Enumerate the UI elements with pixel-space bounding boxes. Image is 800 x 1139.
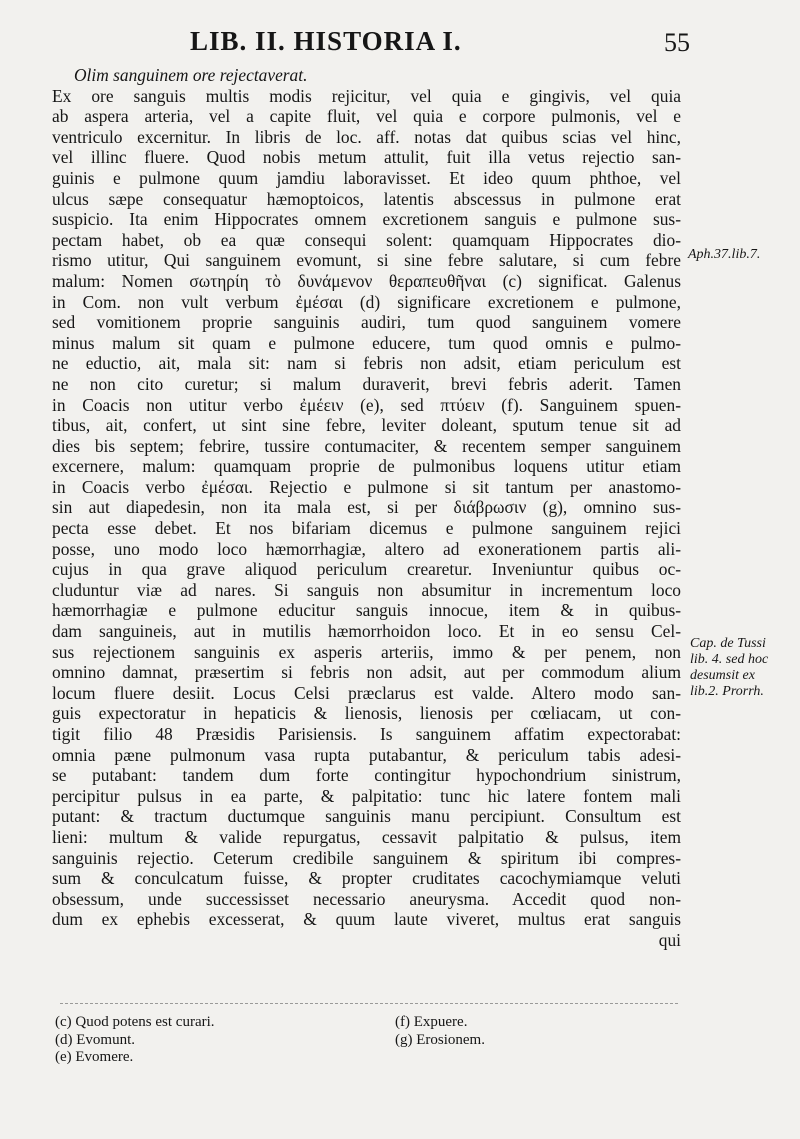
body-line: ne non cito curetur; si malum duraverit, brevi febris aderit. Tamen <box>52 373 681 394</box>
body-line: cluduntur viæ ad nares. Si sanguis non absumitur in incrementum loco <box>52 579 681 600</box>
body-line: suspicio. Ita enim Hippocrates omnem excretionem sanguis e pulmone sus- <box>52 209 681 230</box>
body-line: omnia pæne pulmonum vasa rupta putabantur, & periculum tabis adesi- <box>52 744 681 765</box>
body-line: qui <box>658 929 681 950</box>
body-line: posse, uno modo loco hæmorrhagiæ, altero ad exonerationem partis ali- <box>52 538 681 559</box>
footnotes-left-column <box>55 1014 215 1067</box>
running-title: LIB. II. HISTORIA I. <box>190 26 462 56</box>
body-line: tigit filio 48 Præsidis Parisiensis. Is sanguinem affatim expectorabat: <box>52 724 681 744</box>
page-header <box>40 26 690 66</box>
body-line: dam sanguineis, aut in mutilis hæmorrhoidon loco. Et in eo sensu Cel- <box>52 621 681 642</box>
margin-note-line: lib. 4. sed hoc <box>690 652 769 667</box>
body-line: ulcus sæpe consequatur hæmoptoicos, latentis abscessus in pulmone erat <box>52 188 681 209</box>
body-line: se putabant: tandem dum forte contingitur hypochondrium sinistrum, <box>52 765 681 786</box>
body-line: guinis e pulmone quum jamdiu laboravisset. Et ideo quum phthoe, vel <box>52 167 681 188</box>
margin-note-cap-de-tussi <box>690 636 768 700</box>
body-line: tibus, ait, confert, ut sint sine febre, leviter doleant, sputum tenue sit ad <box>52 415 681 436</box>
body-line: minus malum sit quam e pulmone educere, tum quod omnis e pulmo- <box>52 332 681 353</box>
body-text <box>52 65 681 951</box>
body-line: in Coacis non utitur verbo ἐμέειν (e), sed πτύειν (f). Sanguinem spuen- <box>52 394 681 415</box>
body-line: Ex ore sanguis multis modis rejicitur, vel quia e gingivis, vel quia <box>52 85 681 106</box>
body-line: sin aut diapedesin, non ita mala est, si per διάβρωσιν (g), omnino sus- <box>52 497 681 518</box>
margin-note-aphorism: Aph.37.lib.7. <box>688 247 761 262</box>
body-line: ne eductio, ait, mala sit: nam si febris non adsit, etiam periculum est <box>52 353 681 374</box>
body-line: sus rejectionem sanguinis ex asperis arteriis, immo & per penem, non <box>52 641 681 662</box>
body-line: sum & conculcatum fuisse, & propter cruditates cacochymiamque veluti <box>52 868 681 889</box>
footnote-divider <box>60 1003 678 1004</box>
body-line: vel illinc fluere. Quod nobis metum attulit, fuit illa vetus rejectio san- <box>52 147 681 168</box>
page-number: 55 <box>664 28 690 57</box>
body-line: ventriculo excernitur. In libris de loc. aff. notas dat quibus scias vel hinc, <box>52 126 681 147</box>
footnote-g: (g) Erosionem. <box>395 1031 485 1048</box>
body-line: malum: Nomen σωτηρίη τὸ δυνάμενον θεραπευθῆναι (c) significat. Galenus <box>52 270 681 291</box>
footnote-d: (d) Evomunt. <box>55 1031 135 1048</box>
margin-note-line: lib.2. Prorrh. <box>690 684 764 699</box>
body-line: guis expectoratur in hepaticis & lienosis, lienosis per cœliacam, ut con- <box>52 703 681 724</box>
body-line: pectam habet, ob ea quæ consequi solent: quamquam Hippocrates dio- <box>52 229 681 250</box>
body-line: rismo utitur, Qui sanguinem evomunt, si sine febre salutare, si cum febre <box>52 250 681 271</box>
body-line: pecta esse debet. Et nos bifariam dicemus e pulmone sanguinem rejici <box>52 518 681 539</box>
footnote-c: (c) Quod potens est curari. <box>55 1014 215 1030</box>
body-line: hæmorrhagiæ e pulmone educitur sanguis innocue, item & in quibus- <box>52 600 681 621</box>
body-line: locum fluere desiit. Locus Celsi præclarus est valde. Altero modo san- <box>52 682 681 703</box>
body-line: cujus in qua grave aliquod periculum crearetur. Inveniuntur quibus oc- <box>52 559 681 580</box>
body-line: putant: & tractum ductumque sanguinis manu percipiunt. Consultum est <box>52 806 681 827</box>
body-line: percipitur pulsus in ea parte, & palpitatio: tunc hic latere fontem mali <box>52 785 681 806</box>
body-line: excernere, malum: quamquam proprie de pulmonibus loquens utitur etiam <box>52 456 681 477</box>
body-line: lieni: multum & valide repurgatus, cessavit palpitatio & pulsus, item <box>52 826 681 847</box>
footnote-e: (e) Evomere. <box>55 1049 134 1065</box>
body-line: ab aspera arteria, vel a capite fluit, vel quia e corpore pulmonis, vel e <box>52 106 681 127</box>
body-line: in Coacis verbo ἐμέσαι. Rejectio e pulmone si sit tantum per anastomo- <box>52 476 681 497</box>
margin-note-line: Cap. de Tussi <box>690 636 766 651</box>
section-heading-line: Olim sanguinem ore rejectaverat. <box>74 65 308 85</box>
body-line: dies bis septem; febrire, tussire contumaciter, & recentem semper sanguinem <box>52 435 681 456</box>
margin-note-line: desumsit ex <box>690 668 755 683</box>
body-line: sed vomitionem proprie sanguinis audiri, tum quod sanguinem vomere <box>52 312 681 333</box>
body-line: in Com. non vult verbum ἐμέσαι (d) significare excretionem e pulmone, <box>52 291 681 312</box>
body-line: dum ex ephebis excesserat, & quum laute viveret, multus erat sanguis <box>52 909 681 930</box>
footnotes-right-column <box>395 1014 485 1049</box>
body-line: sanguinis rejectio. Ceterum credibile sanguinem & spiritum ibi compres- <box>52 847 681 868</box>
body-line: obsessum, unde successisset necessario aneurysma. Accedit quod non- <box>52 888 681 909</box>
footnote-f: (f) Expuere. <box>395 1014 468 1030</box>
body-line: omnino damnat, præsertim si febris non adsit, aut per commodum alium <box>52 662 681 683</box>
